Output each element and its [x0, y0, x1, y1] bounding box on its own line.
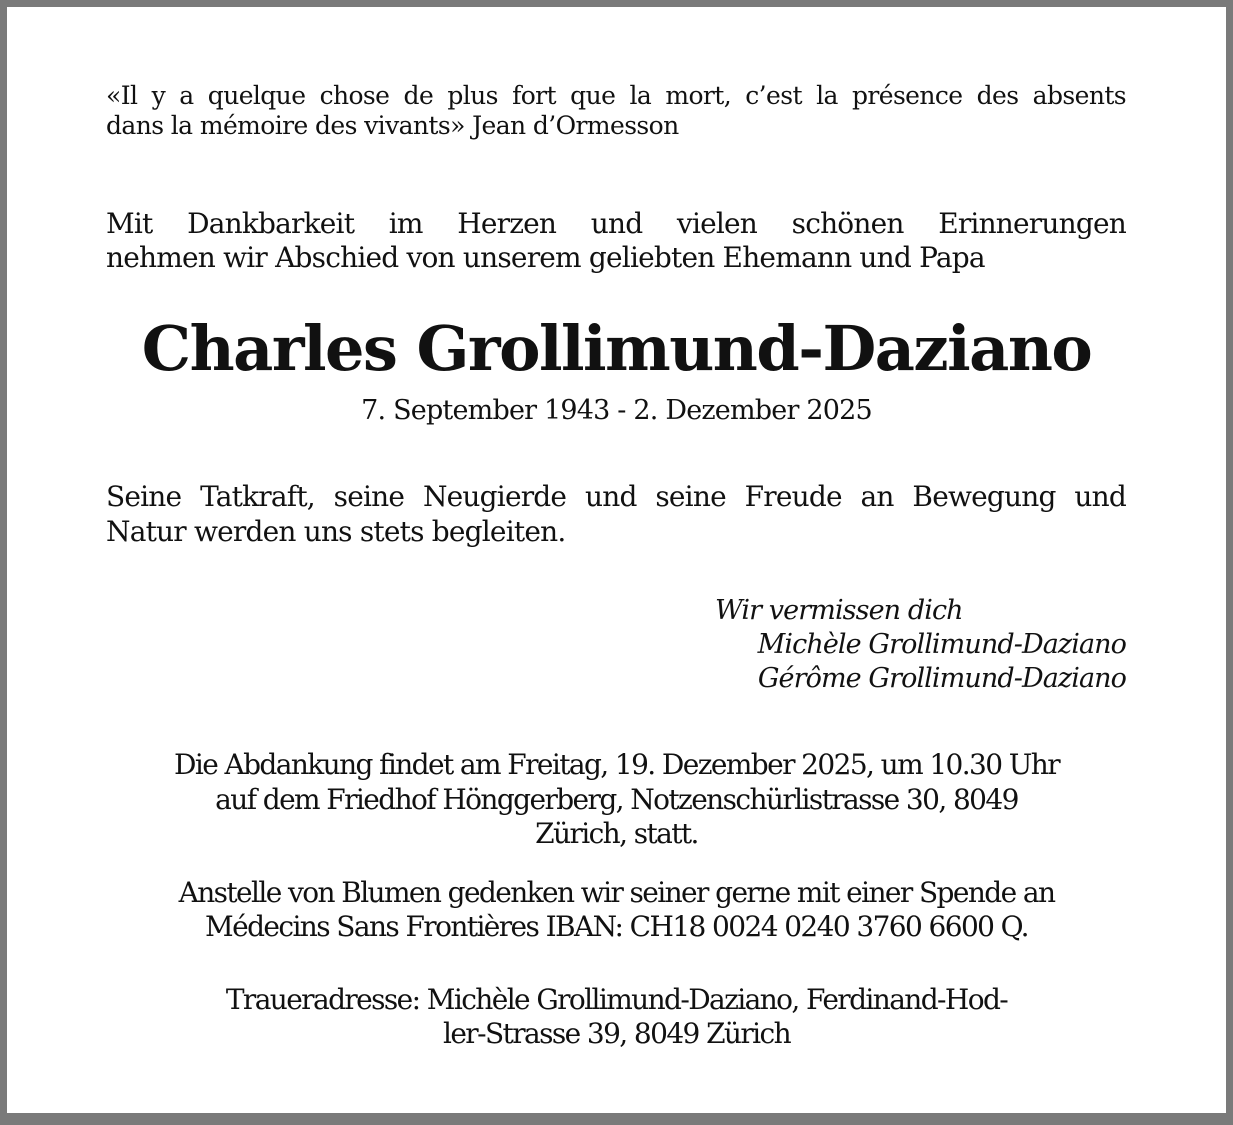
ceremony-line: auf dem Friedhof Hönggerberg, Notzenschürlistrasse 30, 8049: [215, 783, 1018, 816]
tribute-line: Natur werden uns stets begleiten.: [106, 515, 566, 548]
signature-line: Michèle Grollimund-Daziano: [757, 629, 1126, 660]
tribute-line: Seine Tatkraft, seine Neugierde und seine Freude an Bewegung und: [106, 480, 1126, 513]
signature-line: Wir vermissen dich: [715, 595, 963, 626]
deceased-name: Charles Grollimund-Daziano: [141, 312, 1092, 385]
donation-line: Médecins Sans Frontières IBAN: CH18 0024 0240 3760 6600 Q.: [205, 910, 1028, 943]
address-line: ler-Strasse 39, 8049 Zürich: [442, 1017, 791, 1050]
signature-line: Gérôme Grollimund-Daziano: [757, 663, 1126, 694]
intro-line: Mit Dankbarkeit im Herzen und vielen schönen Erinnerungen: [106, 207, 1126, 240]
quote-line: dans la mémoire des vivants» Jean d’Ormesson: [106, 111, 679, 140]
address-line: Traueradresse: Michèle Grollimund-Daziano, Ferdinand-Hod-: [225, 983, 1008, 1016]
ceremony-line: Die Abdankung findet am Freitag, 19. Dezember 2025, um 10.30 Uhr: [174, 748, 1059, 781]
donation-line: Anstelle von Blumen gedenken wir seiner gerne mit einer Spende an: [178, 876, 1055, 909]
quote-line: «Il y a quelque chose de plus fort que la mort, c’est la présence des absents: [106, 81, 1126, 110]
life-dates: 7. September 1943 - 2. Dezember 2025: [361, 395, 872, 426]
ceremony-line: Zürich, statt.: [535, 817, 698, 850]
intro-line: nehmen wir Abschied von unserem geliebten Ehemann und Papa: [106, 241, 985, 274]
obituary-page: [7, 7, 1226, 1113]
